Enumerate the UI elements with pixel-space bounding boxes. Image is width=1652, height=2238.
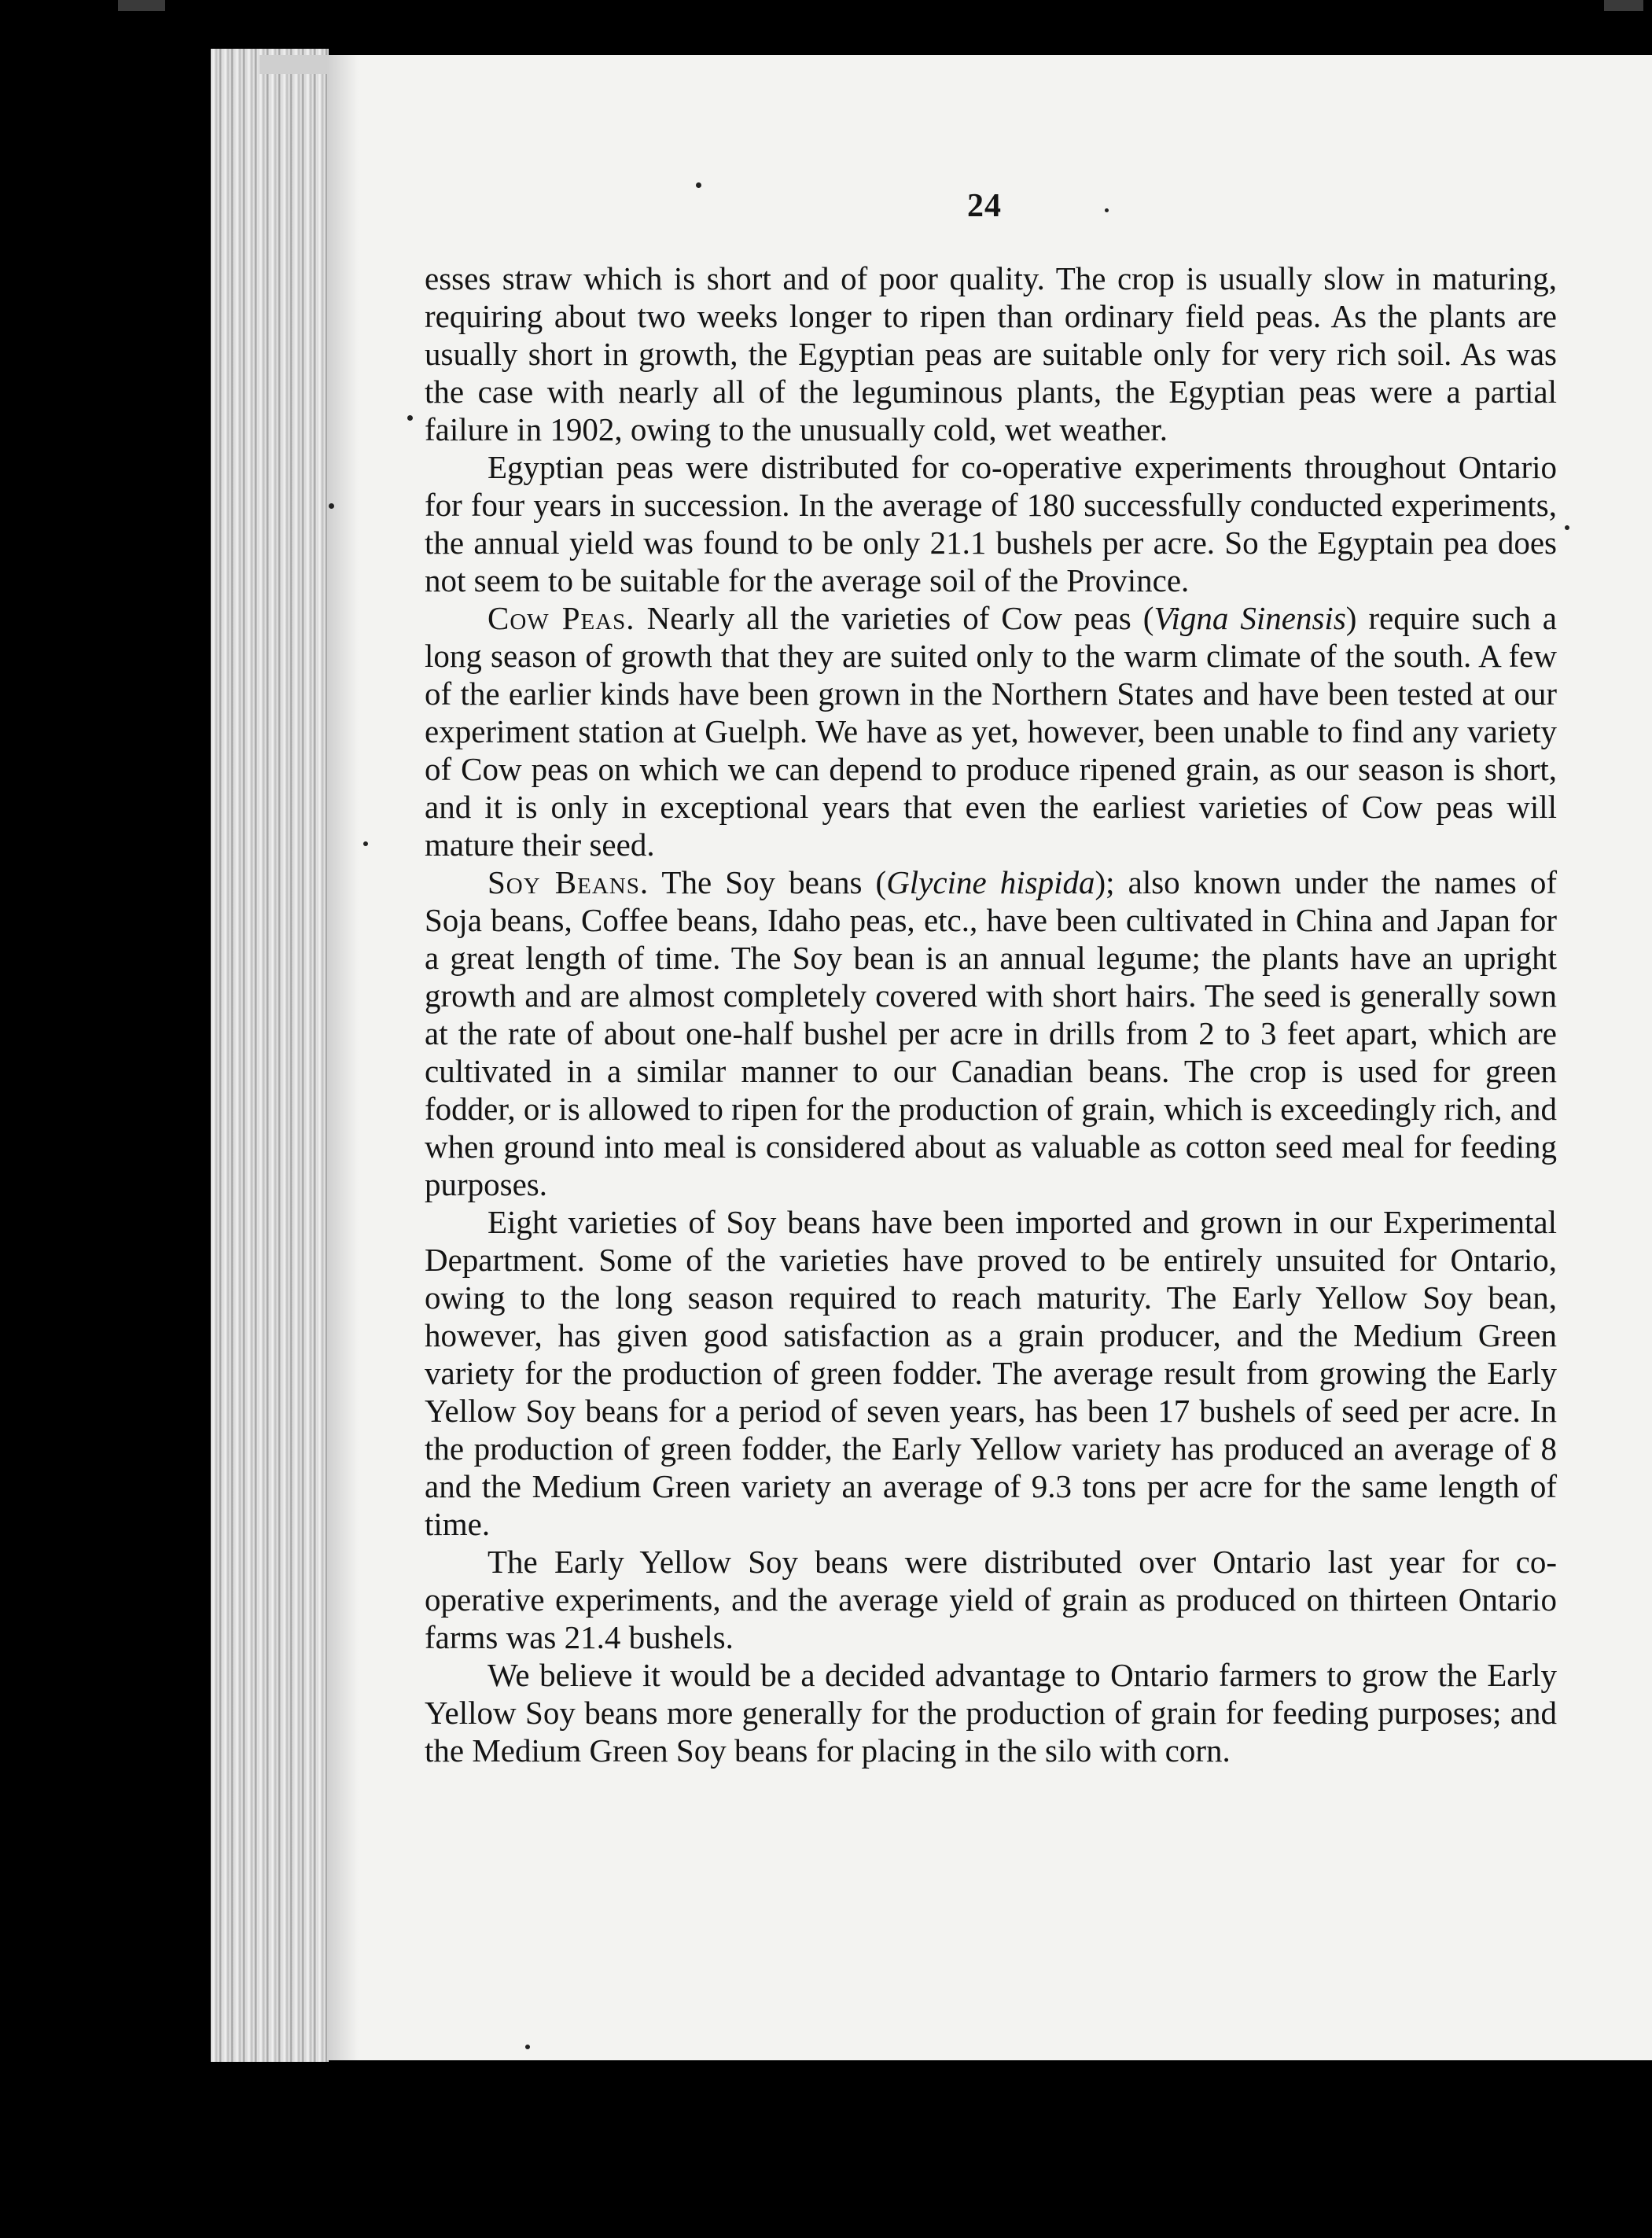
paragraph — [425, 448, 1557, 599]
paragraph-text: The Early Yellow Soy beans were distributed over Ontario last year for co-operative experiments, and the average yield of grain as produced on thirteen Ontario farms was 21.4 bushels. — [425, 1544, 1557, 1655]
paragraph-text: Nearly all the varieties of Cow peas ( — [635, 600, 1154, 636]
scan-speck — [407, 415, 413, 421]
paragraph-text: ); also known under the names of Soja beans, Coffee beans, Idaho peas, etc., have been cultivated in China and Japan for a great length of time. The Soy bean is an annual legume; the plants have an upright growth and are almost completely covered with short hairs. The seed is generally sown at the rate of about one-half bushel per acre in drills from 2 to 3 feet apart, which are cultivated in a similar manner to our Canadian beans. The crop is used for green fodder, or is allowed to ripen for the production of grain, which is exceedingly rich, and when ground into meal is considered about as valuable as cotton seed meal for feeding purposes. — [425, 864, 1557, 1202]
scan-speck — [363, 841, 368, 846]
page-edges-top — [259, 55, 330, 74]
paragraph — [425, 1656, 1557, 1769]
scan-speck — [1105, 208, 1109, 212]
paragraph — [425, 599, 1557, 863]
paragraph — [425, 863, 1557, 1203]
paragraph — [425, 1543, 1557, 1656]
page-edges — [211, 49, 329, 2062]
gutter-shadow — [327, 55, 359, 2060]
page-number: 24 — [967, 188, 1002, 224]
body-text — [425, 260, 1557, 1769]
scan-speck — [525, 2045, 530, 2049]
paragraph-text: The Soy beans ( — [649, 864, 887, 900]
paragraph-text: We believe it would be a decided advantage to Ontario farmers to grow the Early Yellow Soy beans more generally for the production of grain for feeding purposes; and the Medium Green Soy beans for placing in the silo with corn. — [425, 1657, 1557, 1769]
scan-corner-mark — [1604, 0, 1643, 11]
italic-term: Vigna Sinensis — [1153, 600, 1346, 636]
italic-term: Glycine hispida — [886, 864, 1095, 900]
scan-speck — [1565, 525, 1569, 530]
scan-speck — [329, 503, 334, 509]
scan-corner-mark — [118, 0, 165, 11]
section-heading: Cow Peas. — [488, 600, 635, 636]
paragraph-text: Eight varieties of Soy beans have been imported and grown in our Experimental Department. Some of the varieties have proved to be entirely unsuited for Ontario, owing to the long season required to reach maturity. The Early Yellow Soy bean, however, has given good satisfaction as a grain producer, and the Medium Green variety for the production of green fodder. The average result from growing the Early Yellow Soy beans for a period of seven years, has been 17 bushels of seed per acre. In the production of green fodder, the Early Yellow variety has produced an average of 8 and the Medium Green variety an average of 9.3 tons per acre for the same length of time. — [425, 1204, 1557, 1542]
paragraph-text: Egyptian peas were distributed for co-operative experiments throughout Ontario for four years in succession. In the average of 180 successfully conducted experiments, the annual yield was found to be only 21.1 bushels per acre. So the Egyptain pea does not seem to be suitable for the average soil of the Province. — [425, 449, 1557, 598]
paragraph — [425, 1203, 1557, 1543]
paragraph — [425, 260, 1557, 448]
section-heading: Soy Beans. — [488, 864, 649, 900]
paragraph-text: ) require such a long season of growth that they are suited only to the warm climate of the south. A few of the earlier kinds have been grown in the Northern States and have been tested at our experiment station at Guelph. We have as yet, however, been unable to find any variety of Cow peas on which we can depend to produce ripened grain, as our season is short, and it is only in exceptional years that even the earliest varieties of Cow peas will mature their seed. — [425, 600, 1557, 863]
scan-speck — [696, 182, 701, 188]
paragraph-text: esses straw which is short and of poor quality. The crop is usually slow in maturing, requiring about two weeks longer to ripen than ordinary field peas. As the plants are usually short in growth, the Egyptian peas are suitable only for very rich soil. As was the case with nearly all of the leguminous plants, the Egyptian peas were a partial failure in 1902, owing to the unusually cold, wet weather. — [425, 260, 1557, 447]
